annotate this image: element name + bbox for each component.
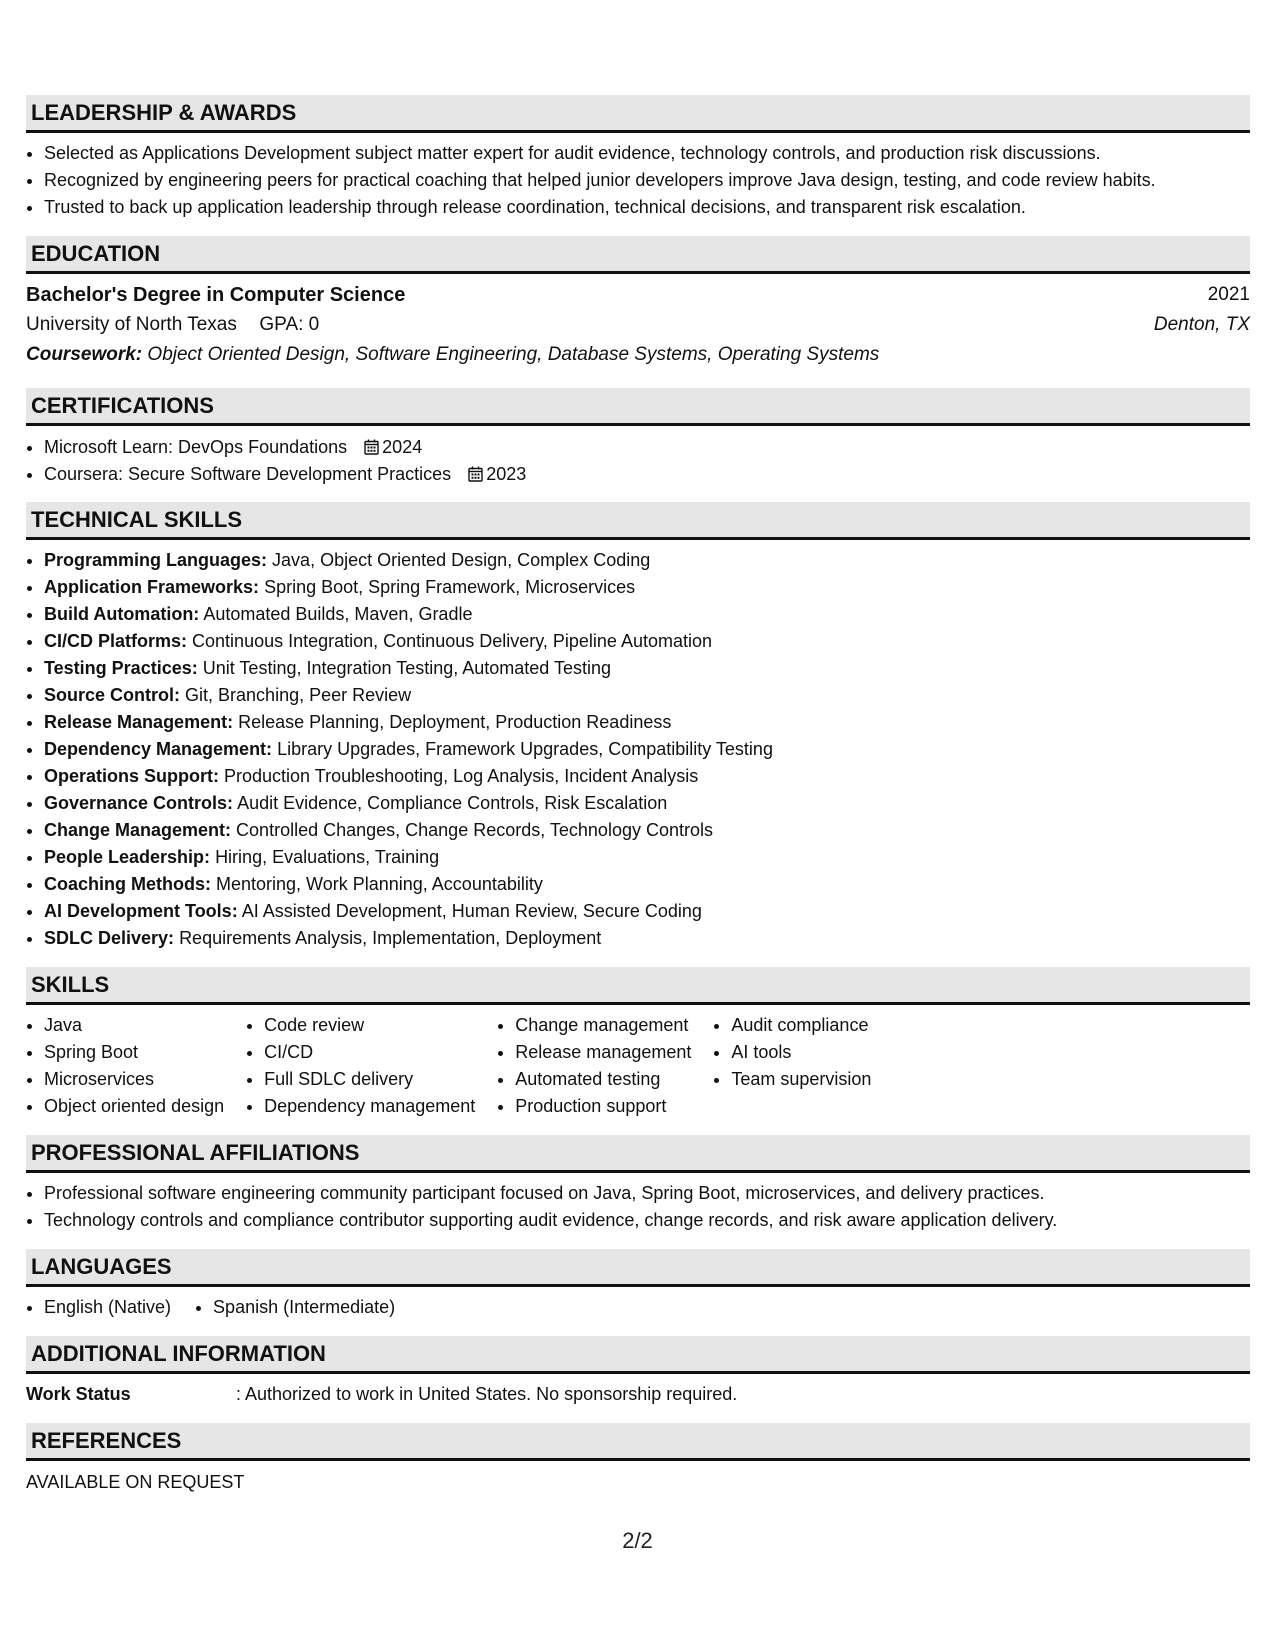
skill-values: Hiring, Evaluations, Training — [215, 847, 440, 867]
skill-values: Spring Boot, Spring Framework, Microservices — [264, 577, 636, 597]
section-heading: PROFESSIONAL AFFILIATIONS — [26, 1135, 1250, 1173]
skill-category: Coaching Methods: — [44, 874, 211, 894]
skill-values: Mentoring, Work Planning, Accountability — [216, 874, 543, 894]
list-item: • English (Native) — [44, 1294, 171, 1321]
list-item: • CI/CD — [264, 1039, 475, 1066]
list-item — [44, 434, 1250, 461]
list-item: • Trusted to back up application leadership through release coordination, technical decisions, and transparent risk escalation. — [44, 194, 1250, 221]
certification-year: 2024 — [382, 437, 423, 457]
section-heading: SKILLS — [26, 967, 1250, 1005]
section-heading: LEADERSHIP & AWARDS — [26, 95, 1250, 133]
references-section — [26, 1423, 1250, 1496]
work-status-label: Work Status — [26, 1384, 131, 1404]
affiliations-list — [26, 1180, 1250, 1234]
resume-page — [26, 95, 1250, 1496]
skills-column — [26, 1012, 224, 1120]
skill-values: AI Assisted Development, Human Review, Secure Coding — [241, 901, 702, 921]
list-item — [44, 925, 1250, 952]
list-item — [44, 763, 1250, 790]
list-item: • Automated testing — [515, 1066, 691, 1093]
skill-values: Library Upgrades, Framework Upgrades, Compatibility Testing — [277, 739, 773, 759]
skill-category: Change Management: — [44, 820, 232, 840]
technical-skills-section — [26, 502, 1250, 952]
list-item — [44, 601, 1250, 628]
list-item — [44, 655, 1250, 682]
additional-information-section — [26, 1336, 1250, 1408]
list-item: • Java — [44, 1012, 224, 1039]
list-item: • Team supervision — [731, 1066, 871, 1093]
coursework-label: Coursework: — [26, 344, 143, 365]
skill-category: Operations Support: — [44, 766, 219, 786]
section-heading: ADDITIONAL INFORMATION — [26, 1336, 1250, 1374]
list-item — [44, 574, 1250, 601]
certifications-list — [26, 434, 1250, 488]
list-item: • Code review — [264, 1012, 475, 1039]
certification-name: Microsoft Learn: DevOps Foundations — [44, 437, 348, 457]
skill-values: Production Troubleshooting, Log Analysis, Incident Analysis — [224, 766, 699, 786]
list-item — [44, 736, 1250, 763]
list-item: • Spring Boot — [44, 1039, 224, 1066]
list-item: • Technology controls and compliance contributor supporting audit evidence, change records, and risk aware application delivery. — [44, 1207, 1250, 1234]
skill-category: Application Frameworks: — [44, 577, 260, 597]
section-heading: LANGUAGES — [26, 1249, 1250, 1287]
gpa: GPA: 0 — [259, 314, 320, 335]
education-section — [26, 236, 1250, 370]
school-name: University of North Texas — [26, 314, 237, 335]
skill-category: Release Management: — [44, 712, 234, 732]
list-item: • Object oriented design — [44, 1093, 224, 1120]
skill-category: Testing Practices: — [44, 658, 198, 678]
section-heading: REFERENCES — [26, 1423, 1250, 1461]
list-item — [44, 709, 1250, 736]
education-entry — [26, 280, 1250, 370]
list-item: • Production support — [515, 1093, 691, 1120]
skill-category: SDLC Delivery: — [44, 928, 175, 948]
skills-section — [26, 967, 1250, 1120]
graduation-year: 2021 — [1207, 284, 1250, 305]
certification-name: Coursera: Secure Software Development Practices — [44, 464, 452, 484]
languages-section — [26, 1249, 1250, 1321]
list-item — [44, 628, 1250, 655]
skill-values: Release Planning, Deployment, Production Readiness — [238, 712, 672, 732]
technical-skills-list — [26, 547, 1250, 952]
calendar-icon — [468, 466, 483, 482]
list-item — [44, 547, 1250, 574]
calendar-icon — [364, 439, 379, 455]
work-status-value: : Authorized to work in United States. No sponsorship required. — [236, 1384, 738, 1404]
list-item — [44, 682, 1250, 709]
list-item — [44, 817, 1250, 844]
list-item — [44, 790, 1250, 817]
list-item: • Release management — [515, 1039, 691, 1066]
degree-title: Bachelor's Degree in Computer Science — [26, 284, 406, 306]
skill-category: People Leadership: — [44, 847, 211, 867]
skill-category: Build Automation: — [44, 604, 200, 624]
section-heading: CERTIFICATIONS — [26, 388, 1250, 426]
skill-values: Unit Testing, Integration Testing, Automated Testing — [202, 658, 612, 678]
skill-category: Dependency Management: — [44, 739, 273, 759]
references-text: AVAILABLE ON REQUEST — [26, 1472, 245, 1492]
section-heading: TECHNICAL SKILLS — [26, 502, 1250, 540]
page-number: 2/2 — [622, 1528, 653, 1553]
list-item: • Professional software engineering community participant focused on Java, Spring Boot, microservices, and delivery practices. — [44, 1180, 1250, 1207]
list-item — [44, 844, 1250, 871]
list-item: • AI tools — [731, 1039, 871, 1066]
skill-values: Requirements Analysis, Implementation, Deployment — [179, 928, 602, 948]
skill-values: Git, Branching, Peer Review — [185, 685, 412, 705]
skill-category: AI Development Tools: — [44, 901, 238, 921]
work-status-row — [26, 1381, 1250, 1408]
list-item: • Dependency management — [264, 1093, 475, 1120]
skill-values: Controlled Changes, Change Records, Technology Controls — [236, 820, 713, 840]
list-item: • Full SDLC delivery — [264, 1066, 475, 1093]
certifications-section — [26, 388, 1250, 488]
skills-column — [497, 1012, 691, 1120]
skill-category: Governance Controls: — [44, 793, 234, 813]
awards-list — [26, 140, 1250, 221]
skills-column — [246, 1012, 475, 1120]
list-item: • Change management — [515, 1012, 691, 1039]
skill-values: Java, Object Oriented Design, Complex Coding — [272, 550, 651, 570]
skill-category: Programming Languages: — [44, 550, 268, 570]
languages-list — [26, 1294, 1250, 1321]
skills-grid — [26, 1012, 1250, 1120]
list-item — [44, 871, 1250, 898]
skill-values: Continuous Integration, Continuous Delivery, Pipeline Automation — [192, 631, 713, 651]
skill-values: Audit Evidence, Compliance Controls, Risk Escalation — [237, 793, 668, 813]
section-heading: EDUCATION — [26, 236, 1250, 274]
skill-category: Source Control: — [44, 685, 181, 705]
skill-category: CI/CD Platforms: — [44, 631, 188, 651]
school-location: Denton, TX — [1153, 314, 1250, 335]
list-item — [44, 461, 1250, 488]
list-item: • Recognized by engineering peers for practical coaching that helped junior developers improve Java design, testing, and code review habits. — [44, 167, 1250, 194]
list-item — [44, 898, 1250, 925]
list-item: • Audit compliance — [731, 1012, 871, 1039]
certification-year: 2023 — [486, 464, 527, 484]
affiliations-section — [26, 1135, 1250, 1234]
list-item: • Microservices — [44, 1066, 224, 1093]
skill-values: Automated Builds, Maven, Gradle — [203, 604, 473, 624]
coursework-list: Object Oriented Design, Software Engineering, Database Systems, Operating Systems — [147, 344, 880, 365]
list-item: • Spanish (Intermediate) — [213, 1294, 395, 1321]
list-item: • Selected as Applications Development subject matter expert for audit evidence, technology controls, and production risk discussions. — [44, 140, 1250, 167]
skills-column — [713, 1012, 871, 1120]
leadership-awards-section — [26, 95, 1250, 221]
